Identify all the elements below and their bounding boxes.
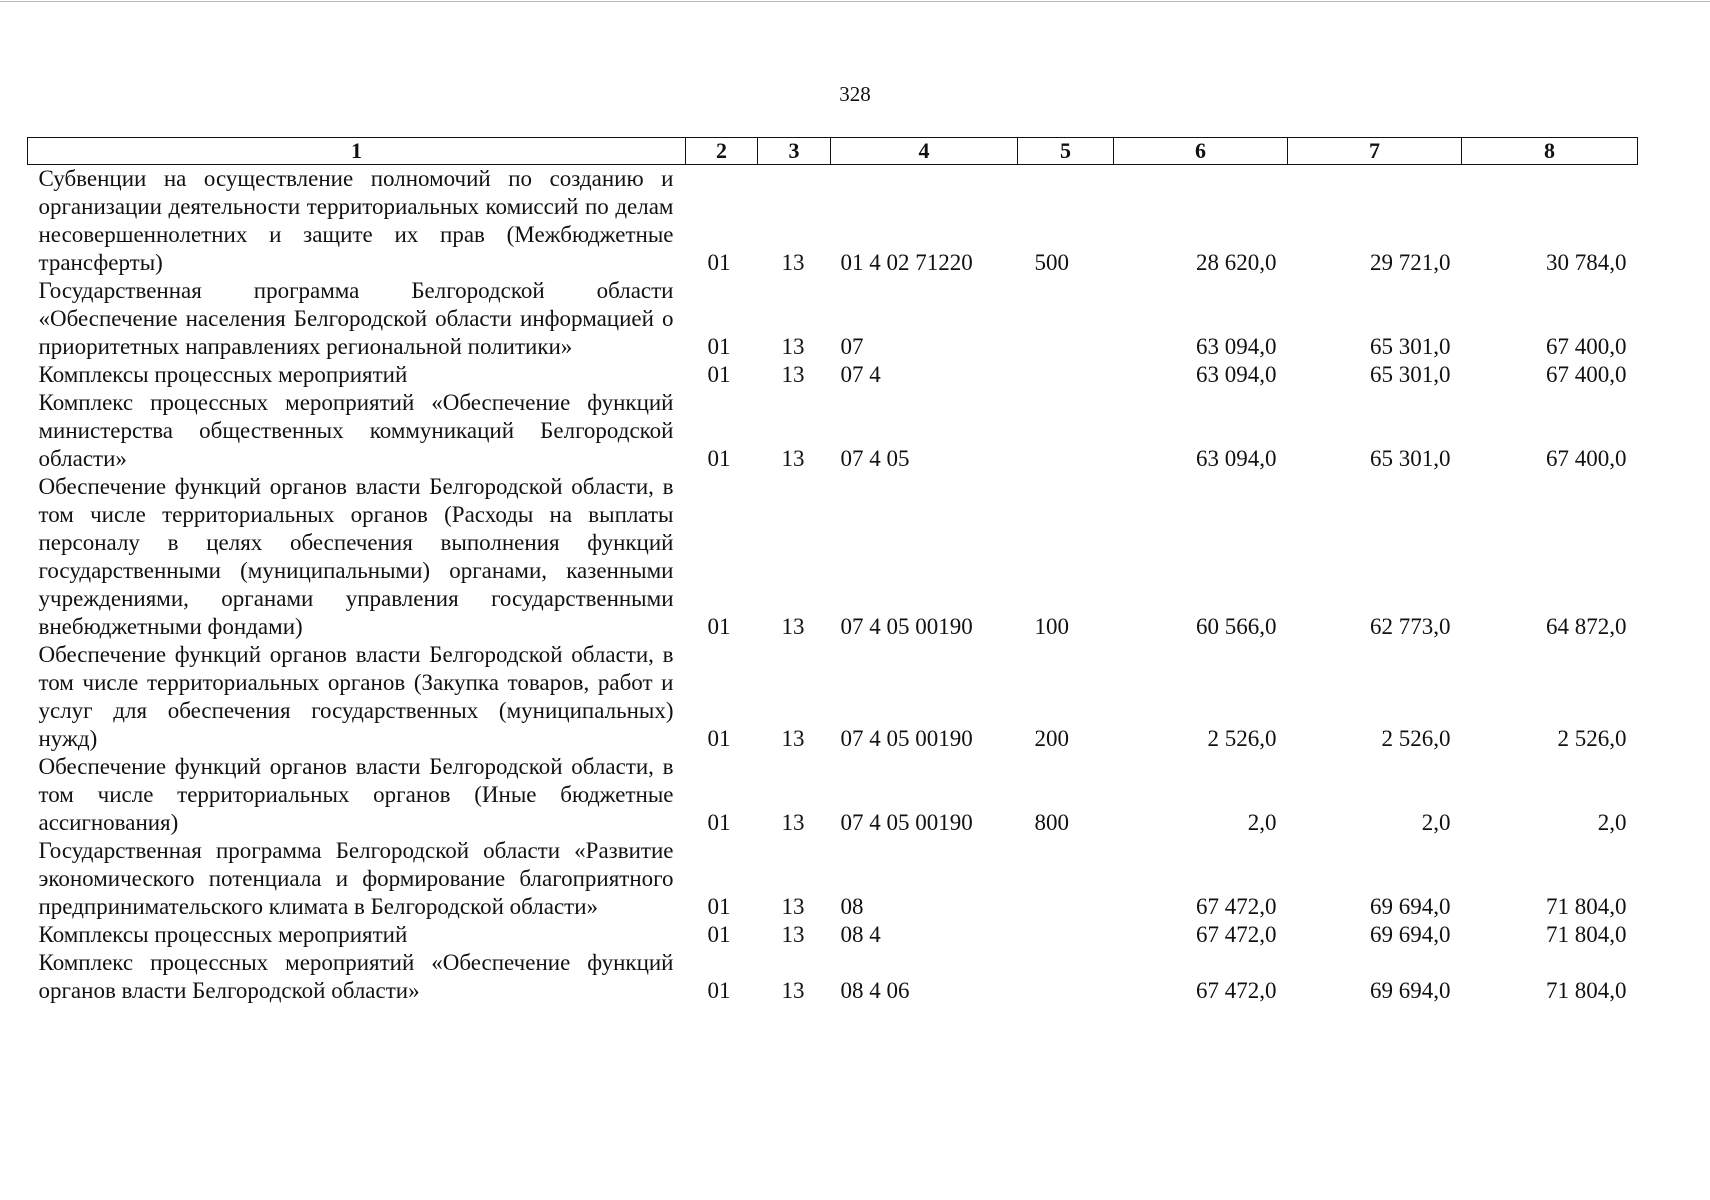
row-col-4: 01 4 02 71220 — [840, 250, 973, 275]
row-name: Комплекс процессных мероприятий «Обеспечение функций министерства общественных коммуникаций Белгородской области» — [38, 390, 674, 471]
row-col-7: 69 694,0 — [1370, 922, 1451, 947]
row-col-6: 63 094,0 — [1196, 446, 1277, 471]
row-col-8: 2,0 — [1597, 810, 1627, 835]
row-col-2: 01 — [707, 614, 731, 639]
row-col-2: 01 — [707, 250, 731, 275]
table-row — [28, 753, 1638, 837]
row-col-2: 01 — [707, 362, 731, 387]
row-col-3: 13 — [781, 726, 805, 751]
table-row — [28, 921, 1638, 949]
row-col-5 — [1018, 389, 1114, 473]
row-col-8: 2 526,0 — [1557, 726, 1627, 751]
row-col-2: 01 — [707, 978, 731, 1003]
header-col-5: 5 — [1018, 138, 1114, 165]
row-col-7: 2 526,0 — [1381, 726, 1451, 751]
row-col-6: 28 620,0 — [1196, 250, 1277, 275]
row-col-8: 71 804,0 — [1546, 922, 1627, 947]
row-col-3: 13 — [781, 810, 805, 835]
row-col-3: 13 — [781, 446, 805, 471]
budget-table — [27, 137, 1638, 1005]
table-row — [28, 837, 1638, 921]
table-row — [28, 389, 1638, 473]
table-row — [28, 361, 1638, 389]
row-col-8: 30 784,0 — [1546, 250, 1627, 275]
header-col-8: 8 — [1462, 138, 1638, 165]
row-col-7: 69 694,0 — [1370, 978, 1451, 1003]
row-col-7: 65 301,0 — [1370, 334, 1451, 359]
row-col-3: 13 — [781, 894, 805, 919]
row-name: Субвенции на осуществление полномочий по созданию и организации деятельности территориальных комиссий по делам несовершеннолетних и защите их прав (Межбюджетные трансферты) — [38, 166, 674, 275]
row-col-4: 07 4 05 — [840, 446, 910, 471]
row-col-5: 100 — [1034, 614, 1069, 639]
row-col-3: 13 — [781, 978, 805, 1003]
row-col-2: 01 — [707, 334, 731, 359]
header-col-1: 1 — [28, 138, 686, 165]
row-col-6: 63 094,0 — [1196, 362, 1277, 387]
row-col-5 — [1018, 949, 1114, 1005]
row-col-3: 13 — [781, 334, 805, 359]
row-col-4: 08 4 — [840, 922, 881, 947]
row-col-2: 01 — [707, 726, 731, 751]
table-header — [28, 138, 1638, 165]
row-name: Комплексы процессных мероприятий — [38, 922, 408, 947]
row-col-8: 67 400,0 — [1546, 446, 1627, 471]
row-col-6: 67 472,0 — [1196, 922, 1277, 947]
row-name: Обеспечение функций органов власти Белгородской области, в том числе территориальных органов (Иные бюджетные ассигнования) — [38, 754, 674, 835]
row-col-7: 2,0 — [1421, 810, 1451, 835]
row-col-5 — [1018, 837, 1114, 921]
row-col-6: 63 094,0 — [1196, 334, 1277, 359]
row-col-5 — [1018, 921, 1114, 949]
header-col-3: 3 — [758, 138, 831, 165]
row-col-4: 07 4 05 00190 — [840, 726, 973, 751]
row-col-7: 62 773,0 — [1370, 614, 1451, 639]
table-body — [28, 165, 1638, 1006]
header-col-6: 6 — [1114, 138, 1288, 165]
row-col-8: 67 400,0 — [1546, 362, 1627, 387]
table-row — [28, 165, 1638, 278]
row-col-3: 13 — [781, 362, 805, 387]
page-top-edge — [0, 1, 1710, 2]
row-col-8: 71 804,0 — [1546, 894, 1627, 919]
row-col-7: 65 301,0 — [1370, 446, 1451, 471]
row-col-4: 07 4 05 00190 — [840, 810, 973, 835]
row-col-3: 13 — [781, 922, 805, 947]
header-col-4: 4 — [831, 138, 1018, 165]
row-col-6: 67 472,0 — [1196, 978, 1277, 1003]
row-col-5 — [1018, 361, 1114, 389]
row-col-6: 2,0 — [1247, 810, 1277, 835]
row-col-2: 01 — [707, 446, 731, 471]
row-col-2: 01 — [707, 810, 731, 835]
header-row — [28, 138, 1638, 165]
row-col-3: 13 — [781, 614, 805, 639]
row-col-6: 67 472,0 — [1196, 894, 1277, 919]
row-name: Комплекс процессных мероприятий «Обеспечение функций органов власти Белгородской области» — [38, 950, 674, 1003]
row-col-6: 2 526,0 — [1207, 726, 1277, 751]
row-col-3: 13 — [781, 250, 805, 275]
header-col-7: 7 — [1288, 138, 1462, 165]
row-col-7: 65 301,0 — [1370, 362, 1451, 387]
page-number: 328 — [839, 82, 871, 106]
row-col-2: 01 — [707, 922, 731, 947]
table-row — [28, 473, 1638, 641]
row-col-8: 67 400,0 — [1546, 334, 1627, 359]
row-col-4: 08 — [840, 894, 864, 919]
row-col-6: 60 566,0 — [1196, 614, 1277, 639]
row-col-5: 500 — [1034, 250, 1069, 275]
row-name: Государственная программа Белгородской области «Развитие экономического потенциала и формирование благоприятного предпринимательского климата в Белгородской области» — [38, 838, 674, 919]
row-name: Комплексы процессных мероприятий — [38, 362, 408, 387]
row-col-5: 200 — [1034, 726, 1069, 751]
row-col-7: 69 694,0 — [1370, 894, 1451, 919]
table-row — [28, 641, 1638, 753]
row-name: Обеспечение функций органов власти Белгородской области, в том числе территориальных органов (Закупка товаров, работ и услуг для обеспечения государственных (муниципальных) нужд) — [38, 642, 674, 751]
table-row — [28, 949, 1638, 1005]
row-col-5 — [1018, 277, 1114, 361]
row-col-4: 08 4 06 — [840, 978, 910, 1003]
row-col-2: 01 — [707, 894, 731, 919]
row-col-4: 07 4 05 00190 — [840, 614, 973, 639]
table-row — [28, 277, 1638, 361]
row-col-4: 07 — [840, 334, 864, 359]
header-col-2: 2 — [686, 138, 758, 165]
row-name: Обеспечение функций органов власти Белгородской области, в том числе территориальных органов (Расходы на выплаты персоналу в целях обеспечения выполнения функций государственными (муниципальными) органами, казенными учреждениями, органами управления государственными внебюджетными фондами) — [38, 474, 674, 639]
row-col-8: 64 872,0 — [1546, 614, 1627, 639]
row-col-8: 71 804,0 — [1546, 978, 1627, 1003]
row-col-7: 29 721,0 — [1370, 250, 1451, 275]
row-col-4: 07 4 — [840, 362, 881, 387]
row-name: Государственная программа Белгородской области «Обеспечение населения Белгородской области информацией о приоритетных направлениях региональной политики» — [38, 278, 674, 359]
row-col-5: 800 — [1034, 810, 1069, 835]
